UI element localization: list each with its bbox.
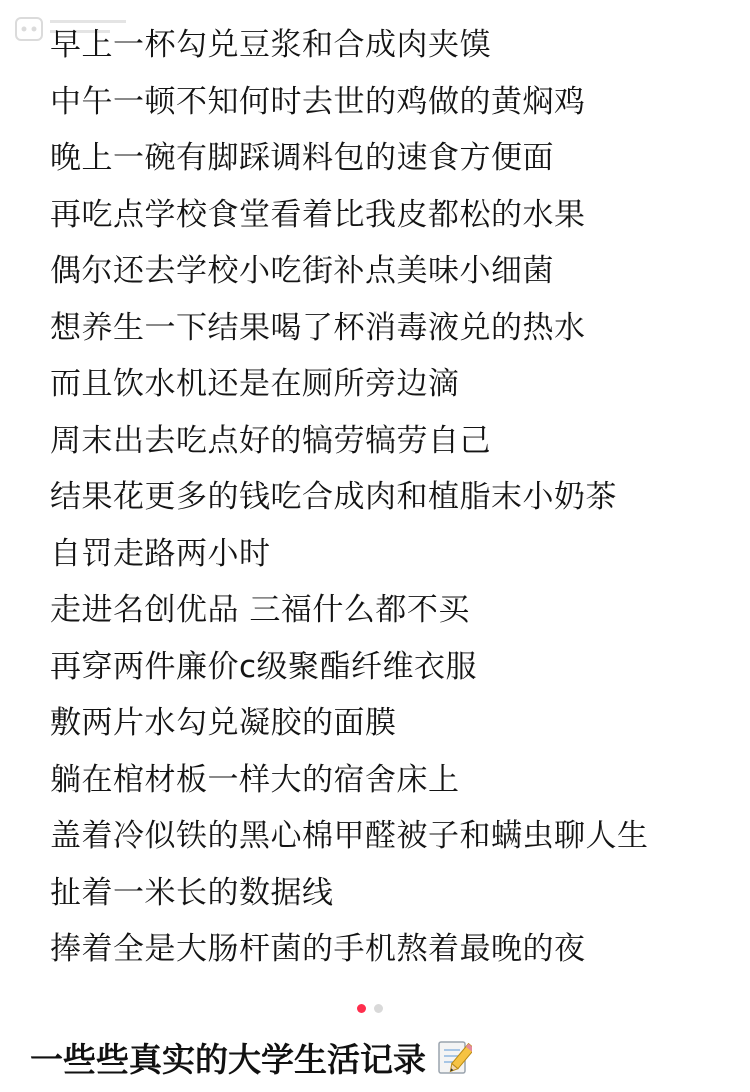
image-text-line: 躺在棺材板一样大的宿舍床上 [50,761,460,798]
carousel-dot[interactable] [357,1004,366,1013]
image-text-line: 偶尔还去学校小吃街补点美味小细菌 [50,253,554,289]
image-text-line: 再吃点学校食堂看着比我皮都松的水果 [50,196,586,233]
image-text-line: 早上一杯勾兑豆浆和合成肉夹馍 [50,27,491,63]
image-text-line: 扯着一米长的数据线 [50,874,334,911]
image-text-line: 结果花更多的钱吃合成肉和植脂末小奶茶 [50,479,617,515]
image-text-line: 周末出去吃点好的犒劳犒劳自己 [50,422,491,459]
carousel-dot[interactable] [374,1004,383,1013]
image-text-line: 晚上一碗有脚踩调料包的速食方便面 [50,140,554,176]
carousel-indicator[interactable] [357,1004,383,1013]
image-text-line: 想养生一下结果喝了杯消毒液兑的热水 [50,309,586,346]
image-text-line: 而且饮水机还是在厕所旁边滴 [50,366,460,402]
image-text-line: 中午一顿不知何时去世的鸡做的黄焖鸡 [50,83,586,120]
image-text-line: 再穿两件廉价c级聚酯纤维衣服 [50,648,478,685]
post-title [30,1030,472,1084]
image-text-line: 盖着冷似铁的黑心棉甲醛被子和螨虫聊人生 [50,818,649,854]
image-text-line: 走进名创优品 三福什么都不买 [50,592,470,628]
image-text-line: 捧着全是大肠杆菌的手机熬着最晚的夜 [50,931,586,967]
image-text-line: 敷两片水勾兑凝胶的面膜 [50,705,397,741]
image-text-line: 自罚走路两小时 [50,535,271,572]
memo-pencil-icon [436,1038,472,1076]
post-image-text [50,17,730,978]
post-title-text: 一些些真实的大学生活记录 [30,1039,426,1079]
